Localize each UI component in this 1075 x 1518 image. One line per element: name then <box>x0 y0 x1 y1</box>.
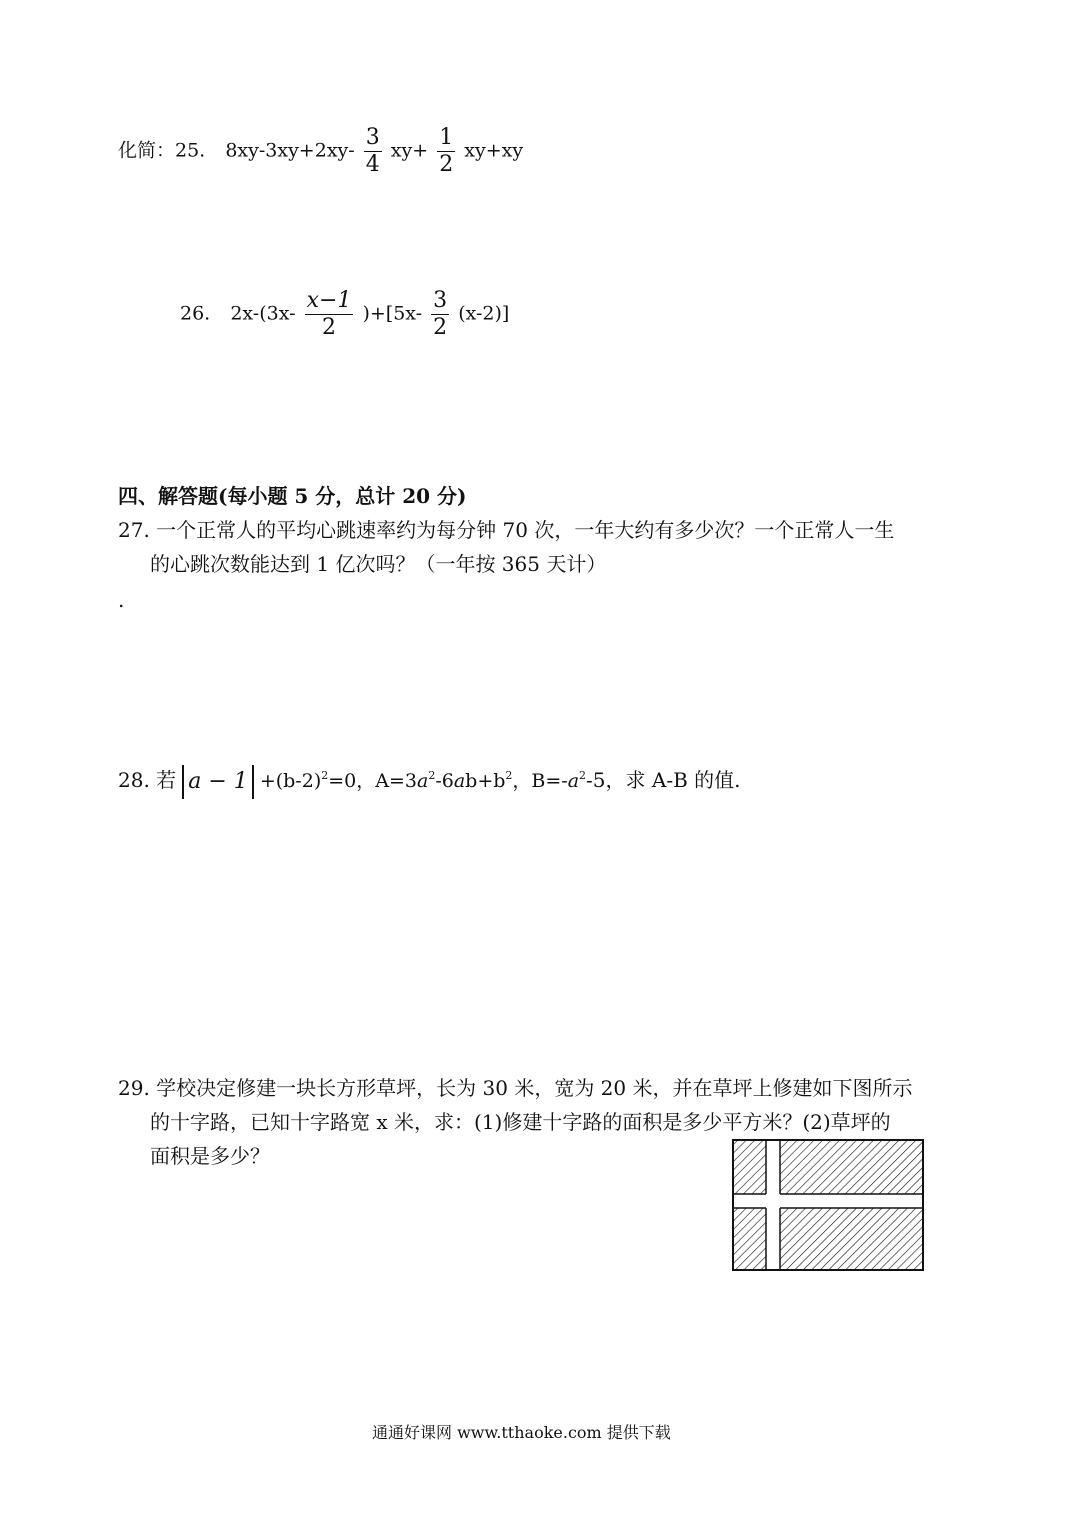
question-29-line1: 29. 学校决定修建一块长方形草坪，长为 30 米，宽为 20 米，并在草坪上修建如下图所示 <box>118 1076 913 1100</box>
q28-sup3: 2 <box>505 769 513 782</box>
question-27-line1: 27. 一个正常人的平均心跳速率约为每分钟 70 次，一年大约有多少次？一个正常人一生 <box>118 518 895 542</box>
q26-fraction-x-minus-1-over-2 <box>305 288 354 341</box>
footer-source: 通通好课网 www.tthaoke.com 提供下载 <box>372 1423 671 1442</box>
q28-sup4: 2 <box>579 769 587 782</box>
q26-frac1-denominator: 2 <box>305 314 354 341</box>
q26-expr-part1: 2x-(3x- <box>230 302 296 325</box>
q28-part6: -5，求 A-B 的值. <box>586 768 741 792</box>
q25-fraction-3-4 <box>364 125 382 178</box>
q28-part3: -6 <box>435 770 454 792</box>
q25-fraction-1-2 <box>437 125 455 178</box>
q26-prefix: 26. <box>180 302 211 325</box>
q25-frac1-denominator: 4 <box>365 152 380 177</box>
q26-fraction-3-2 <box>431 288 449 341</box>
q26-expr-part2: )+[5x- <box>362 302 423 325</box>
question-27-line2: 的心跳次数能达到 1 亿次吗？（一年按 365 天计） <box>150 552 607 576</box>
q26-frac1-numerator: x−1 <box>306 288 352 313</box>
q26-frac2-numerator: 3 <box>433 288 448 313</box>
q28-var-a1: a <box>416 770 429 792</box>
q25-expr-part3: xy+xy <box>464 139 524 162</box>
q28-var-a3: a <box>567 770 580 792</box>
q25-frac1-numerator: 3 <box>365 125 380 150</box>
lawn-crossroad-figure <box>731 1138 925 1272</box>
q25-prefix: 化简：25. <box>118 139 206 162</box>
q25-frac2-numerator: 1 <box>439 125 454 150</box>
question-29-line2: 的十字路，已知十字路宽 x 米，求：(1)修建十字路的面积是多少平方米？(2)草坪的 <box>150 1110 891 1134</box>
q28-sup2: 2 <box>428 769 436 782</box>
question-29-line3: 面积是多少？ <box>150 1144 270 1168</box>
question-28 <box>118 756 741 801</box>
q25-frac2-denominator: 2 <box>439 152 454 177</box>
crossroad-horizontal <box>733 1194 923 1208</box>
q26-frac2-denominator: 2 <box>433 315 448 340</box>
q28-var-a2: a <box>453 770 466 792</box>
q28-part5: ，B=- <box>512 770 568 792</box>
q28-part4: b+b <box>465 770 506 792</box>
question-26 <box>180 288 509 341</box>
q28-absolute-value: a − 1 <box>182 765 254 799</box>
q28-part2: =0，A=3 <box>328 770 417 792</box>
q25-expr-part2: xy+ <box>390 139 429 162</box>
q28-prefix: 28. 若 <box>118 768 177 792</box>
q25-expr-part1: 8xy-3xy+2xy- <box>225 139 355 162</box>
q28-part1: +(b-2) <box>259 770 322 792</box>
question-25 <box>118 125 523 178</box>
section-4-heading: 四、解答题(每小题 5 分，总计 20 分) <box>118 484 467 508</box>
q28-sup1: 2 <box>321 769 329 782</box>
question-27-dot: . <box>118 588 125 612</box>
q26-expr-part3: (x-2)] <box>458 302 510 325</box>
